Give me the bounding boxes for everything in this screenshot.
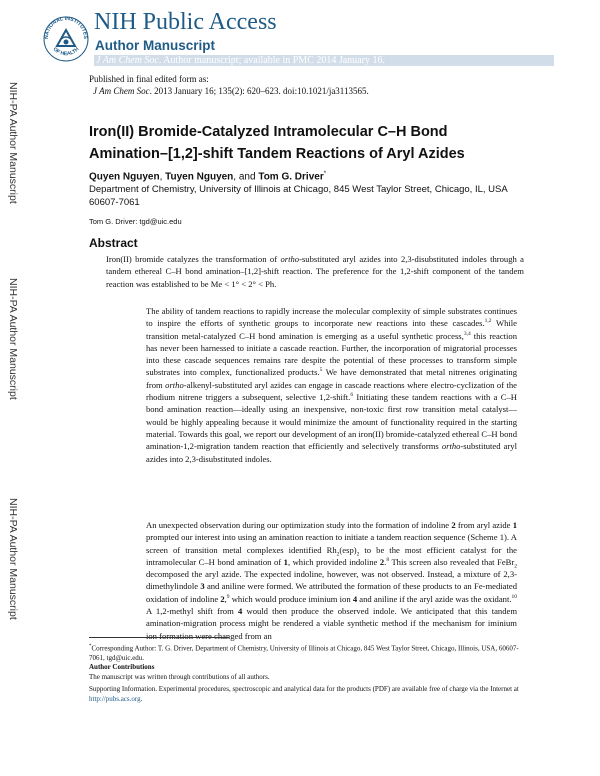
author-1: Quyen Nguyen bbox=[89, 171, 160, 183]
corresponding-author-note: *Corresponding Author: T. G. Driver, Department of Chemistry, University of Illinois at Chicago, 845 West Taylor Street, Chicago, Illinois, USA, 60607- 7061, tgd@uic.edu. bbox=[89, 644, 519, 662]
paper-title: Iron(II) Bromide-Catalyzed Intramolecular C–H Bond Amination–[1,2]-shift Tandem Reactions of Aryl Azides bbox=[89, 124, 465, 162]
affiliation: Department of Chemistry, University of Illinois at Chicago, 845 West Taylor Street, Chicago, IL, USA 60607-7061 bbox=[89, 184, 508, 208]
author-manuscript-label: Author Manuscript bbox=[95, 38, 215, 53]
abstract-text: Iron(II) bromide catalyzes the transformation of ortho-substituted aryl azides into 2,3-disubstituted indoles through a tandem ethereal C–H bond amination–[1,2]-shift reaction. The preference for the 1,2-shift component of the tandem reaction was established to be Me < 1° < 2° < Ph. bbox=[106, 254, 524, 289]
body-paragraph-1: The ability of tandem reactions to rapidly increase the molecular complexity of simple substrates continues to inspire the efforts of synthetic groups to incorporate new reactions into these cascades.$^{1,2}$ While transition metal-catalyzed C–H bond amination is emerging as a useful synthetic process,$^{3,4}$ this reaction has never been harnessed to initiate a cascade reaction. Further, the incorporation of migratorial processes into these cascade sequences remains rare despite the potential of these processes to transform simple substrates into complex, functionalized products.$^5$ We have demonstrated that metal nitrenes originating from ortho-alkenyl-substituted aryl azides can engage in cascade reactions where electro-cyclization of the rhodium nitrene triggers a subsequent, selective 1,2-shift.$^6$ Initiating these tandem reactions with a C–H bond amination reaction—ideally using an inexpensive, non-toxic first row transition metal catalyst—would be highly appealing because it would minimize the amount of functionality required in the starting material. Towards this goal, we report our development of an iron(II) bromide-catalyzed ethereal C–H bond amination-1,2-migration tandem reaction that efficiently and selectively transforms ortho-substituted aryl azides into 2,3-disubstituted indoles. bbox=[146, 306, 517, 464]
author-list: Quyen Nguyen, Tuyen Nguyen, and Tom G. Driver* bbox=[89, 171, 327, 183]
contributions-text: The manuscript was written through contributions of all authors. bbox=[89, 672, 270, 681]
body-paragraph-2: An unexpected observation during our optimization study into the formation of indoline 2 from aryl azide 1 prompted our interest into using an amination reaction to initiate a tandem reaction sequence (Scheme 1). A screen of transition metal complexes identified $Rh_2(esp)_2$ to be the most efficient catalyst for the intramolecular C–H bond amination of 1, which provided indoline 2.$^8$ This screen also revealed that FeBr$_2$ decomposed the aryl azide. The expected indoline, however, was not observed. Instead, a mixture of 2,3- dimethylindole 3 and aniline were formed. We attributed the formation of these products to an Fe-mediated oxidation of indoline 2,$^9$ which would produce iminium ion 4 and aniline if the aryl azide was the oxidant.$^{10}$ A 1,2-methyl shift from 4 would then produce the observed indole. We anticipated that this tandem amination-migration process might be rendered a viable synthetic method if the mechanism for iminium ion formation were changed from an bbox=[146, 520, 518, 641]
footnote-divider bbox=[89, 637, 229, 638]
nih-public-access-title: NIH Public Access bbox=[94, 9, 277, 35]
author-2: Tuyen Nguyen bbox=[165, 171, 234, 183]
author-3: Tom G. Driver bbox=[258, 171, 324, 183]
author-email: Tom G. Driver: tgd@uic.edu bbox=[89, 217, 182, 226]
supporting-info: Supporting Information. Experimental procedures, spectroscopic and analytical data for the products (PDF) are available free of charge via the Internet at http://pubs.acs.org. bbox=[89, 685, 519, 703]
svg-text:NATIONAL INSTITUTES: NATIONAL INSTITUTES bbox=[43, 15, 89, 40]
nih-header bbox=[0, 0, 600, 72]
footnotes bbox=[89, 642, 519, 704]
contributions-heading: Author Contributions bbox=[89, 663, 155, 672]
abstract-heading: Abstract bbox=[89, 236, 138, 250]
supporting-info-link[interactable]: http://pubs.acs.org bbox=[89, 694, 141, 703]
nih-seal-logo bbox=[42, 6, 90, 68]
svg-text:OF HEALTH: OF HEALTH bbox=[51, 46, 81, 58]
manuscript-availability: J Am Chem Soc. Author manuscript; available in PMC 2014 January 16. bbox=[96, 55, 385, 66]
publication-info: Published in final edited form as: J Am Chem Soc. 2013 January 16; 135(2): 620–623. doi:10.1021/ja3113565. bbox=[89, 74, 369, 96]
